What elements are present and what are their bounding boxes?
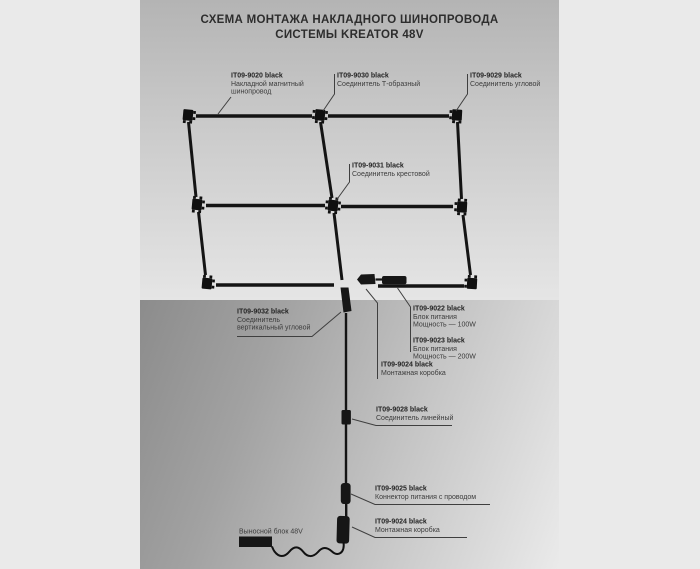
vertical-corner-connector-piece: [341, 288, 352, 313]
leader-t-connector: [323, 74, 335, 111]
power-connector-piece: [341, 483, 351, 504]
label-linear-connector-code: IT09-9028 black: [376, 406, 428, 414]
label-mounting-box-bottom-code: IT09-9024 black: [375, 518, 427, 526]
photo-area: [140, 0, 559, 569]
label-mounting-box-bottom: [375, 518, 440, 534]
linear-connector-piece: [342, 410, 351, 425]
t-junction-top-center: [312, 109, 328, 124]
label-linear-connector: [376, 406, 453, 422]
label-mounting-box-top: [381, 361, 446, 377]
mounting-box-piece: [336, 516, 349, 544]
cross-junction-center: [325, 197, 342, 215]
corner-junction-bottom-left: [202, 275, 216, 290]
label-vertical-corner-connector: [237, 308, 310, 332]
label-psu-100w-code: IT09-9022 black: [413, 305, 465, 313]
label-psu-100w-desc2: Мощность — 100W: [413, 321, 476, 329]
label-psu-200w: [413, 337, 476, 361]
label-linear-connector-desc: Соединитель линейный: [376, 414, 454, 422]
label-track-desc2: шинопровод: [231, 88, 272, 96]
mounting-box-side-piece: [357, 274, 376, 285]
label-psu-100w-desc: Блок питания: [413, 313, 457, 321]
label-remote-block-text: Выносной блок 48V: [239, 528, 303, 536]
label-corner-connector: [470, 72, 540, 88]
label-vertical-corner-connector-code: IT09-9032 black: [237, 308, 289, 316]
label-remote-block: [239, 528, 303, 536]
diagram-title-line1: СХЕМА МОНТАЖА НАКЛАДНОГО ШИНОПРОВОДА: [200, 14, 499, 26]
power-supply-piece: [382, 276, 407, 284]
t-junction-middle-left: [191, 196, 205, 214]
label-track-code: IT09-9020 black: [231, 72, 283, 80]
corner-junction-bottom-right: [464, 275, 477, 289]
label-t-connector-code: IT09-9030 black: [337, 72, 389, 80]
label-psu-100w: [413, 305, 476, 329]
label-track: [231, 72, 304, 96]
corner-junction-top-left: [182, 109, 196, 124]
power-cable-wavy: [272, 542, 344, 556]
label-mounting-box-top-desc: Монтажная коробка: [381, 369, 446, 377]
label-psu-200w-desc2: Мощность — 200W: [413, 353, 476, 361]
label-cross-connector-desc: Соединитель крестовой: [352, 170, 430, 178]
leader-corner-connector: [456, 74, 468, 111]
label-power-connector-desc: Коннектор питания с проводом: [375, 493, 477, 501]
label-cross-connector-code: IT09-9031 black: [352, 162, 404, 170]
label-t-connector-desc: Соединитель Т-образный: [337, 80, 421, 88]
label-psu-200w-code: IT09-9023 black: [413, 337, 465, 345]
label-vertical-corner-connector-desc2: вертикальный угловой: [237, 324, 311, 332]
label-power-connector-code: IT09-9025 black: [375, 485, 427, 493]
label-psu-200w-desc: Блок питания: [413, 345, 457, 353]
label-corner-connector-desc: Соединитель угловой: [470, 80, 541, 88]
junction-pieces: [182, 109, 477, 290]
label-corner-connector-code: IT09-9029 black: [470, 72, 522, 80]
leader-cross-connector: [337, 164, 350, 200]
t-junction-middle-right: [454, 198, 467, 215]
label-t-connector: [337, 72, 420, 88]
corner-junction-top-right: [449, 109, 462, 123]
label-mounting-box-top-code: IT09-9024 black: [381, 361, 433, 369]
label-vertical-corner-connector-desc: Соединитель: [237, 316, 280, 324]
label-cross-connector: [352, 162, 430, 178]
label-track-desc: Накладной магнитный: [231, 80, 304, 88]
diagram-title-line2: СИСТЕМЫ KREATOR 48V: [275, 28, 424, 41]
leader-psu: [398, 288, 411, 352]
leader-mounting-box-top: [366, 289, 378, 379]
remote-block-piece: [239, 537, 272, 548]
leader-track: [218, 97, 231, 114]
label-power-connector: [375, 485, 476, 501]
diagram-title: [140, 13, 559, 42]
label-mounting-box-bottom-desc: Монтажная коробка: [375, 526, 440, 534]
